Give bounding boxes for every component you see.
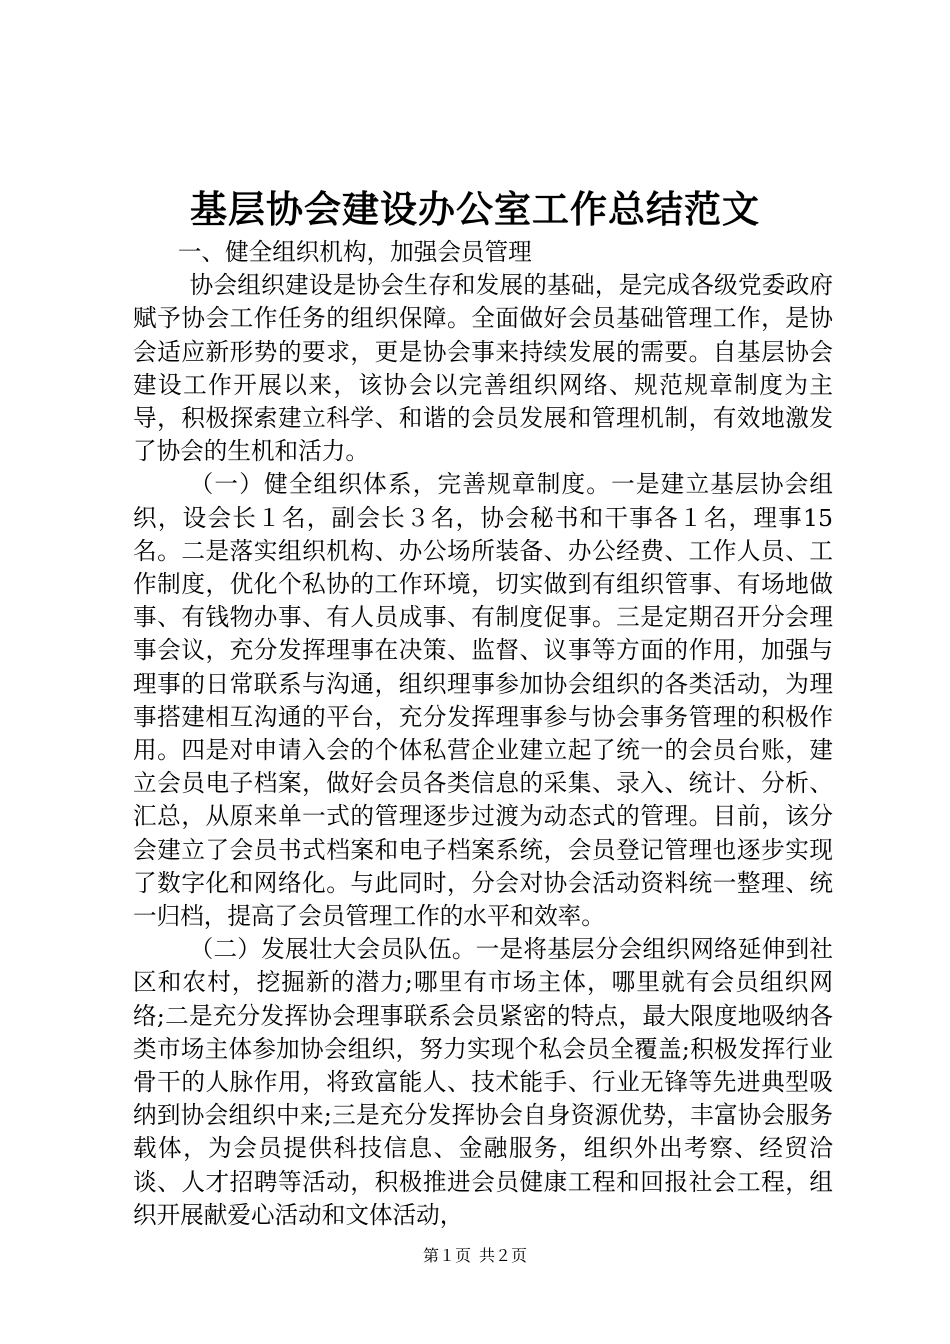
- document-body: [133, 236, 833, 1232]
- page-footer: [0, 1246, 950, 1266]
- page-number: 第１页: [422, 1246, 471, 1265]
- page-total: 共２页: [479, 1246, 528, 1265]
- document-title: 基层协会建设办公室工作总结范文: [190, 187, 760, 231]
- section-heading: 一、健全组织机构，加强会员管理: [177, 238, 532, 266]
- paragraph-intro: 协会组织建设是协会生存和发展的基础，是完成各级党委政府赋予协会工作任务的组织保障。全面做好会员基础管理工作，是协会适应新形势的要求，更是协会事来持续发展的需要。自基层协会建设工作开展以来，该协会以完善组织网络、规范规章制度为主导，积极探索建立科学、和谐的会员发展和管理机制，有效地激发了协会的生机和活力。: [133, 271, 833, 466]
- paragraph-organization-system: （一）健全组织体系，完善规章制度。一是建立基层协会组织，设会长１名，副会长３名，协会秘书和干事各１名，理事15名。二是落实组织机构、办公场所装备、办公经费、工作人员、工作制度，优化个私协的工作环境，切实做到有组织管事、有场地做事、有钱物办事、有人员成事、有制度促事。三是定期召开分会理事会议，充分发挥理事在决策、监督、议事等方面的作用，加强与理事的日常联系与沟通，组织理事参加协会组织的各类活动，为理事搭建相互沟通的平台，充分发挥理事参与协会事务管理的积极作用。四是对申请入会的个体私营企业建立起了统一的会员台账，建立会员电子档案，做好会员各类信息的采集、录入、统计、分析、汇总，从原来单一式的管理逐步过渡为动态式的管理。目前，该分会建立了会员书式档案和电子档案系统，会员登记管理也逐步实现了数字化和网络化。与此同时，分会对协会活动资料统一整理、统一归档，提高了会员管理工作的水平和效率。: [133, 470, 833, 931]
- paragraph-member-growth: （二）发展壮大会员队伍。一是将基层分会组织网络延伸到社区和农村，挖掘新的潜力;哪里有市场主体，哪里就有会员组织网络;二是充分发挥协会理事联系会员紧密的特点，最大限度地吸纳各类市场主体参加协会组织，努力实现个私会员全覆盖;积极发挥行业骨干的人脉作用，将致富能人、技术能手、行业无锋等先进典型吸纳到协会组织中来;三是充分发挥协会自身资源优势，丰富协会服务载体，为会员提供科技信息、金融服务，组织外出考察、经贸洽谈、人才招聘等活动，积极推进会员健康工程和回报社会工程，组织开展献爱心活动和文体活动，: [133, 935, 833, 1229]
